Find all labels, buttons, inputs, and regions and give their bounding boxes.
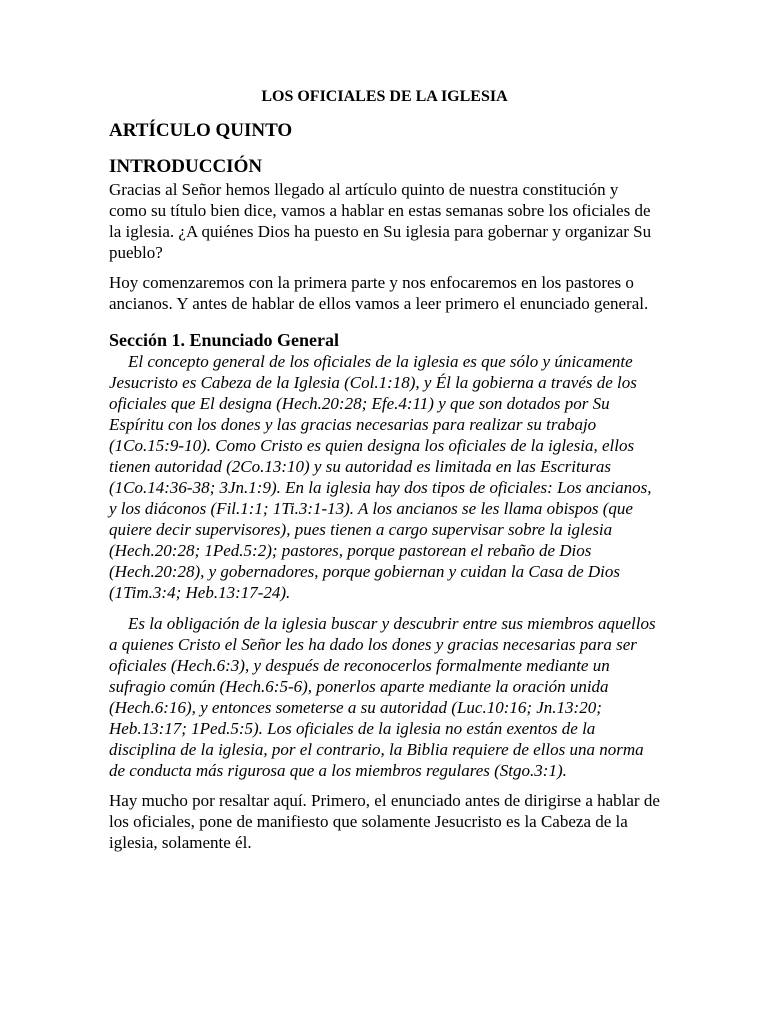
section-paragraph-1: El concepto general de los oficiales de la iglesia es que sólo y únicamente Jesucristo es Cabeza de la Iglesia (Col.1:18), y Él la gobierna a través de los oficiales que El designa (Hech.20:28; Efe.4:11) y que son dotados por Su Espíritu con los dones y las gracias necesarias para realizar su trabajo (1Co.15:9-10). Como Cristo es quien designa los oficiales de la iglesia, ellos tienen autoridad (2Co.13:10) y su autoridad es limitada en las Escrituras (1Co.14:36-38; 3Jn.1:9). En la iglesia hay dos tipos de oficiales: Los ancianos, y los diáconos (Fil.1:1; 1Ti.3:1-13). A los ancianos se les llama obispos (que quiere decir supervisores), pues tienen a cargo supervisar sobre la iglesia (Hech.20:28; 1Ped.5:2); pastores, porque pastorean el rebaño de Dios (Hech.20:28), y gobernadores, porque gobiernan y cuidan la Casa de Dios (1Tim.3:4; Heb.13:17-24).: [109, 352, 652, 602]
document-title: LOS OFICIALES DE LA IGLESIA: [261, 88, 508, 105]
section-paragraph-2: Es la obligación de la iglesia buscar y descubrir entre sus miembros aquellos a quienes Cristo el Señor les ha dado los dones y gracias necesarias para ser oficiales (Hech.6:3), y después de reconocerlos formalmente mediante un sufragio común (Hech.6:5-6), ponerlos aparte mediante la oración unida (Hech.6:16), y entonces someterse a su autoridad (Luc.10:16; Jn.13:20; Heb.13:17; 1Ped.5:5). Los oficiales de la iglesia no están exentos de la disciplina de la iglesia, por el contrario, la Biblia requiere de ellos una norma de conducta más rigurosa que a los miembros regulares (Stgo.3:1).: [109, 614, 656, 780]
article-heading: ARTÍCULO QUINTO: [109, 120, 293, 141]
section-heading: Sección 1. Enunciado General: [109, 330, 340, 350]
intro-paragraph-2: Hoy comenzaremos con la primera parte y nos enfocaremos en los pastores o ancianos. Y antes de hablar de ellos vamos a leer primero el enunciado general.: [109, 273, 649, 313]
closing-paragraph: Hay mucho por resaltar aquí. Primero, el enunciado antes de dirigirse a hablar de los oficiales, pone de manifiesto que solamente Jesucristo es la Cabeza de la iglesia, solamente él.: [109, 791, 660, 852]
intro-paragraph-1: Gracias al Señor hemos llegado al artículo quinto de nuestra constitución y como su título bien dice, vamos a hablar en estas semanas sobre los oficiales de la iglesia. ¿A quiénes Dios ha puesto en Su iglesia para gobernar y organizar Su pueblo?: [109, 180, 652, 262]
introduction-heading: INTRODUCCIÓN: [109, 156, 263, 177]
